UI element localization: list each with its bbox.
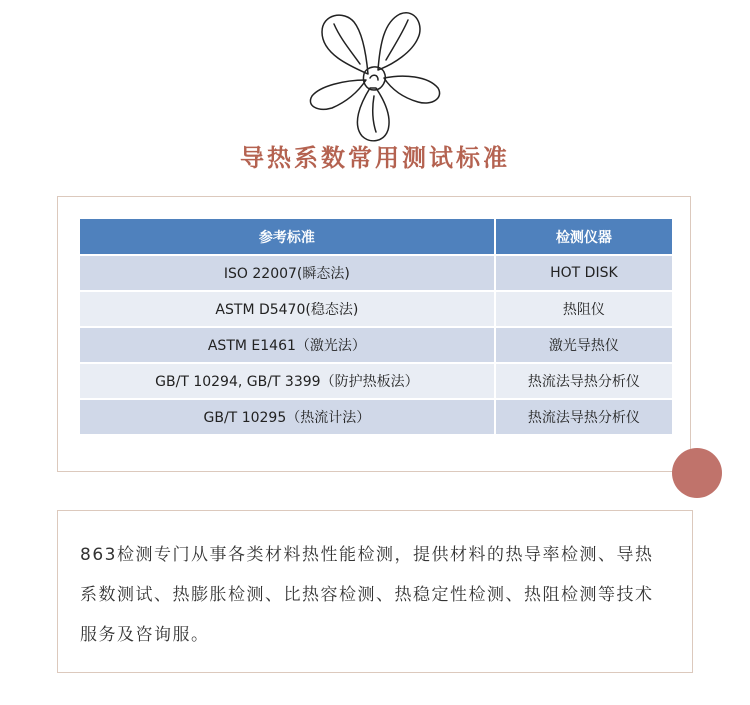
instrument-cell: 热流法导热分析仪: [495, 363, 672, 399]
standard-cell: ASTM E1461（激光法）: [80, 327, 495, 363]
table-row: [80, 291, 672, 327]
header-test-instrument: 检测仪器: [495, 219, 672, 255]
standard-cell: ASTM D5470(稳态法): [80, 291, 495, 327]
page-title: 导热系数常用测试标准: [240, 144, 510, 172]
table-row: [80, 255, 672, 291]
instrument-cell: 激光导热仪: [495, 327, 672, 363]
standards-table: [80, 219, 672, 434]
instrument-cell: 热流法导热分析仪: [495, 399, 672, 434]
table-header-row: [80, 219, 672, 255]
instrument-cell: 热阻仪: [495, 291, 672, 327]
standard-cell: ISO 22007(瞬态法): [80, 255, 495, 291]
table-row: [80, 399, 672, 434]
table-row: [80, 327, 672, 363]
table-row: [80, 363, 672, 399]
standard-cell: GB/T 10294, GB/T 3399（防护热板法）: [80, 363, 495, 399]
header-reference-standard: 参考标准: [80, 219, 495, 255]
standard-cell: GB/T 10295（热流计法）: [80, 399, 495, 434]
decorative-circle: [672, 448, 722, 498]
description-text: 863检测专门从事各类材料热性能检测，提供材料的热导率检测、导热系数测试、热膨胀检测、比热容检测、热稳定性检测、热阻检测等技术服务及咨询服。: [80, 545, 654, 645]
description-card: [57, 510, 693, 673]
instrument-cell: HOT DISK: [495, 255, 672, 291]
orchid-flower-icon: [300, 4, 450, 144]
standards-table-card: [57, 196, 691, 472]
